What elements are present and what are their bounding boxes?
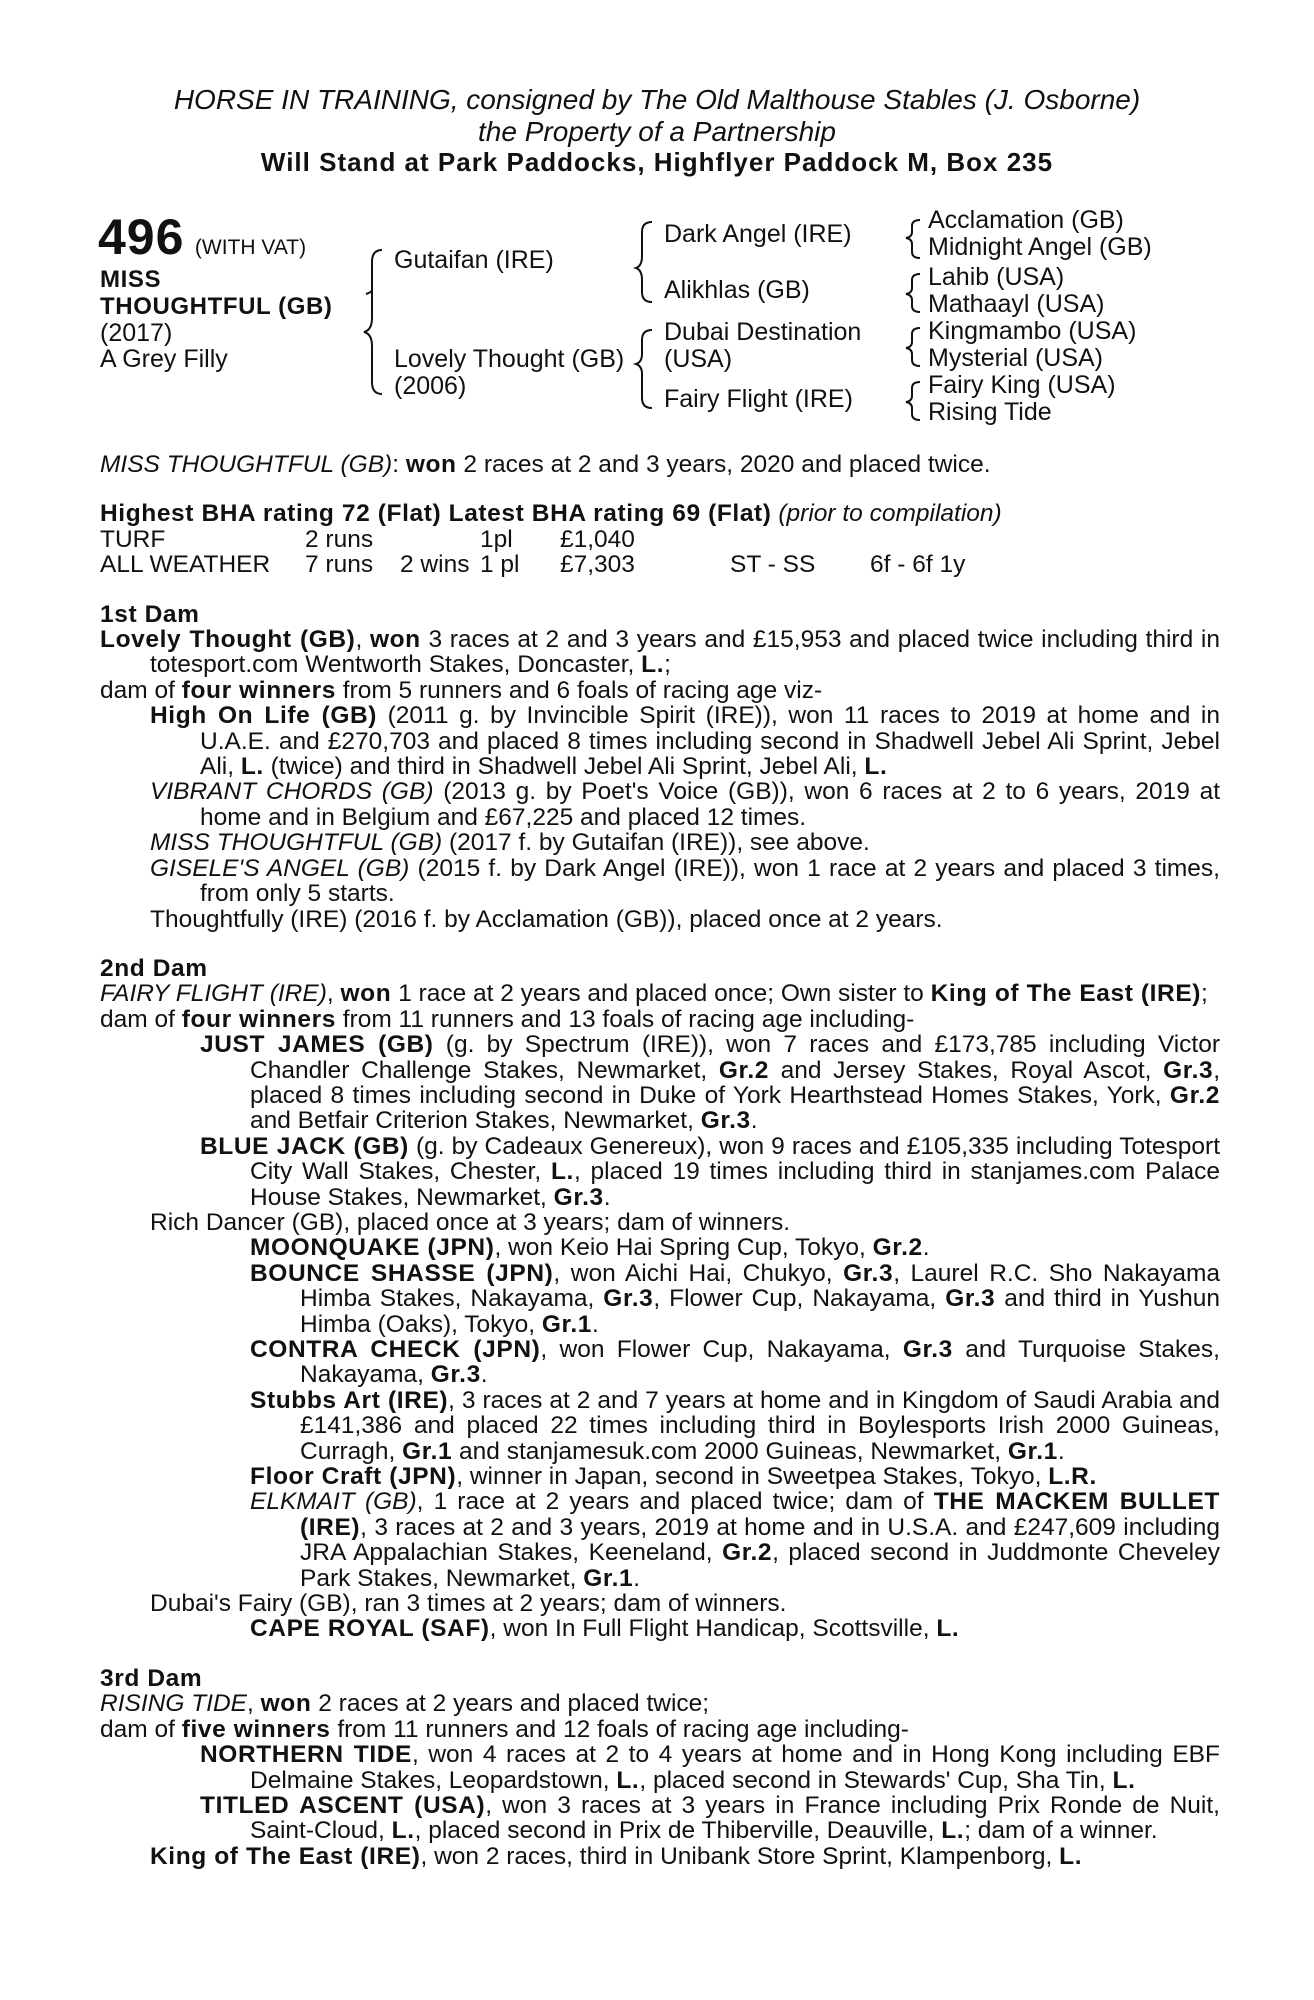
produce-text: , placed 8 times including second in Duke of York Hearthstead Homes Stakes, York, <box>250 1056 1221 1109</box>
turf-label: TURF <box>100 525 166 553</box>
produce-giseles-angel <box>100 856 1220 907</box>
aw-placed: 1 pl <box>480 551 520 579</box>
produce-high-on-life <box>100 703 1220 779</box>
summary-won: won <box>405 451 457 478</box>
produce-stubbs-art: Stubbs Art (IRE), 3 races at 2 and 7 years at home and in Kingdom of Saudi Arabia and £141,386 and placed 22 times including third in Boylesports Irish 2000 Guineas, Curragh, Gr.1 and stanjamesuk.com 2000 Guineas, Newmarket, Gr.1. <box>250 1386 1221 1465</box>
produce-name: VIBRANT CHORDS (GB) <box>150 778 434 806</box>
produce-text: , won Flower Cup, Nakayama, <box>540 1336 903 1363</box>
group-mark: Gr.3 <box>945 1285 996 1313</box>
horse-summary: MISS THOUGHTFUL (GB): won 2 races at 2 and 3 years, 2020 and placed twice. <box>100 451 991 478</box>
aw-label: ALL WEATHER <box>100 551 271 579</box>
produce-moonquake: MOONQUAKE (JPN), won Keio Hai Spring Cup, Tokyo, Gr.2. <box>250 1234 930 1262</box>
second-dam-produce <box>100 1007 1220 1032</box>
produce-name: ELKMAIT (GB) <box>250 1488 417 1516</box>
group-mark: Gr.3 <box>700 1107 751 1135</box>
produce-pre: dam of <box>100 1005 182 1033</box>
produce-text: , 3 races at 2 and 7 years at home and in Kingdom of Saudi Arabia and £141,386 and placed 22 times including third in Boylesports Irish 2000 Guineas, Curragh, <box>300 1386 1221 1465</box>
pedigree-gen3-5: Kingmambo (USA) <box>928 317 1137 345</box>
listed-mark: L. <box>240 753 264 781</box>
group-mark: Gr.1 <box>541 1310 592 1338</box>
pedigree-dam-line1: Lovely Thought (GB) <box>394 345 625 373</box>
group-mark: Gr.3 <box>1163 1056 1214 1084</box>
produce-text: (2011 g. by Invincible Spirit (IRE)), won 11 races to 2019 at home and in U.A.E. and £270,703 and placed 8 times including second in Shadwell Jebel Ali Sprint, Jebel Ali, <box>200 702 1220 781</box>
produce-rich-dancer: Rich Dancer (GB), placed once at 3 years; dam of winners. <box>150 1208 791 1236</box>
produce-text: and stanjamesuk.com 2000 Guineas, Newmarket, <box>452 1437 1008 1465</box>
produce-contra-check: CONTRA CHECK (JPN), won Flower Cup, Nakayama, Gr.3 and Turquoise Stakes, Nakayama, Gr.3. <box>250 1336 1220 1389</box>
produce-northern-tide <box>100 1742 1220 1793</box>
group-mark: Gr.2 <box>1169 1081 1220 1109</box>
pedigree-gen3-7: Fairy King (USA) <box>928 371 1116 399</box>
produce-text: , won Aichi Hai, Chukyo, <box>553 1259 844 1287</box>
produce-miss-thoughtful <box>100 830 1220 855</box>
produce-text: , placed second in Prix de Thiberville, Deauville, <box>414 1817 942 1845</box>
produce-name: Stubbs Art (IRE) <box>250 1386 449 1414</box>
produce-pre: dam of <box>100 676 182 704</box>
header-consignor: HORSE IN TRAINING, consigned by The Old Malthouse Stables (J. Osborne) <box>173 84 1141 115</box>
produce-post: from 11 runners and 13 foals of racing age including- <box>335 1005 915 1033</box>
listed-mark: L. <box>941 1817 965 1845</box>
group-mark: Gr.3 <box>603 1285 654 1313</box>
aw-earnings: £7,303 <box>560 551 635 579</box>
produce-name: CONTRA CHECK (JPN) <box>250 1336 541 1363</box>
second-dam-heading: 2nd Dam <box>100 954 208 982</box>
listed-mark: L. <box>391 1817 415 1845</box>
second-dam-entry: FAIRY FLIGHT (IRE), won 1 race at 2 years and placed once; Own sister to King of The East (IRE); <box>100 980 1208 1008</box>
pedigree-sire: Gutaifan (IRE) <box>394 246 554 274</box>
pedigree-sire-dam: Alikhlas (GB) <box>664 276 810 304</box>
produce-blue-jack: BLUE JACK (GB) (g. by Cadeaux Genereux), won 9 races and £105,335 including Totesport City Wall Stakes, Chester, L., placed 19 times including third in stanjames.com Palace House Stakes, Newmarket, Gr.3. <box>200 1132 1220 1211</box>
produce-pre: dam of <box>100 1715 182 1743</box>
produce-text: and Jersey Stakes, Royal Ascot, <box>768 1056 1164 1084</box>
listed-mark: L. <box>616 1766 640 1794</box>
listed-mark: L. <box>641 651 665 679</box>
group-mark: Gr.3 <box>902 1336 953 1363</box>
punct: ; <box>664 651 671 679</box>
second-dam-text: 1 race at 2 years and placed once; Own sister to <box>391 980 931 1008</box>
produce-name: CAPE ROYAL (SAF) <box>250 1615 490 1643</box>
record-all-weather <box>100 552 1220 577</box>
produce-king-of-the-east <box>100 1844 1220 1869</box>
produce-text: , won In Full Flight Handicap, Scottsville, <box>489 1615 937 1643</box>
pedigree-gen3-1: Acclamation (GB) <box>928 206 1124 234</box>
group-mark: Gr.3 <box>430 1361 481 1389</box>
third-dam-won: won <box>260 1690 312 1718</box>
vat-note: (WITH VAT) <box>194 236 307 259</box>
produce-count: four winners <box>181 1005 336 1033</box>
third-dam-heading: 3rd Dam <box>100 1664 203 1692</box>
produce-text: , won Keio Hai Spring Cup, Tokyo, <box>494 1234 873 1262</box>
turf-placed: 1pl <box>480 525 513 553</box>
pedigree-gen3-6: Mysterial (USA) <box>928 344 1104 372</box>
summary-horse-name: MISS THOUGHTFUL (GB) <box>100 451 393 478</box>
turf-going <box>730 527 870 552</box>
horse-name-line2: THOUGHTFUL (GB) <box>100 293 333 320</box>
third-dam-produce <box>100 1717 1220 1742</box>
produce-name: King of The East (IRE) <box>150 1842 421 1870</box>
produce-name: TITLED ASCENT (USA) <box>200 1791 486 1819</box>
turf-earnings: £1,040 <box>560 525 635 553</box>
produce-name: BOUNCE SHASSE (JPN) <box>250 1259 554 1287</box>
produce-elkmait: ELKMAIT (GB), 1 race at 2 years and placed twice; dam of THE MACKEM BULLET (IRE), 3 races at 2 and 3 years, 2019 at home and in U.S.A. and £247,609 including JRA Appalachian Stakes, Keeneland, Gr.2, placed second in Juddmonte Cheveley Park Stakes, Newmarket, Gr.1. <box>250 1488 1220 1592</box>
produce-text: ; dam of a winner. <box>964 1817 1158 1845</box>
pedigree-gen3-4: Mathaayl (USA) <box>928 290 1105 318</box>
produce-text: (g. by Cadeaux Genereux), won 9 races and £105,335 including Totesport City Wall Stakes, Chester, <box>250 1132 1220 1186</box>
produce-bounce-shasse: BOUNCE SHASSE (JPN), won Aichi Hai, Chukyo, Gr.3, Laurel R.C. Sho Nakayama Himba Stakes, Nakayama, Gr.3, Flower Cup, Nakayama, Gr.3 and third in Yushun Himba (Oaks), Tokyo, Gr.1. <box>250 1259 1220 1338</box>
horse-name-line1: MISS <box>100 266 162 293</box>
pedigree-dam-dam: Fairy Flight (IRE) <box>664 385 853 413</box>
produce-post: from 5 runners and 6 foals of racing age viz- <box>335 676 823 704</box>
produce-text: (twice) and third in Shadwell Jebel Ali Sprint, Jebel Ali, <box>263 753 865 781</box>
group-mark: Gr.1 <box>583 1564 634 1592</box>
produce-text: and Turquoise Stakes, Nakayama, <box>300 1336 1220 1389</box>
produce-text: and Betfair Criterion Stakes, Newmarket, <box>250 1107 701 1135</box>
listed-mark: L. <box>550 1158 574 1186</box>
group-mark: Gr.3 <box>553 1183 604 1211</box>
produce-floor-craft <box>100 1464 1220 1489</box>
produce-thoughtfully: Thoughtfully (IRE) (2016 f. by Acclamation (GB)), placed once at 2 years. <box>150 905 943 933</box>
produce-titled-ascent <box>100 1793 1220 1844</box>
listed-mark: L. <box>1112 1766 1136 1794</box>
first-dam-produce <box>100 678 1220 703</box>
header-stand-location: Will Stand at Park Paddocks, Highflyer Paddock M, Box 235 <box>260 147 1054 177</box>
produce-count: five winners <box>181 1715 331 1743</box>
rating-line <box>100 501 1220 526</box>
summary-text: 2 races at 2 and 3 years, 2020 and placed twice. <box>456 451 991 478</box>
produce-text: , 3 races at 2 and 3 years, 2019 at home and in U.S.A. and £247,609 including JRA Appalachian Stakes, Keeneland, <box>300 1513 1220 1567</box>
turf-wins <box>400 527 480 552</box>
produce-text: , winner in Japan, second in Sweetpea Stakes, Tokyo, <box>456 1463 1049 1491</box>
pedigree-dam-line2: (2006) <box>394 372 467 400</box>
rating-text: Highest BHA rating 72 (Flat) Latest BHA rating 69 (Flat) <box>100 500 772 528</box>
produce-post: from 11 runners and 12 foals of racing age including- <box>330 1715 909 1743</box>
horse-year: (2017) <box>100 319 173 347</box>
produce-text: (2015 f. by Dark Angel (IRE)), won 1 race at 2 years and placed 3 times, from only 5 starts. <box>200 854 1220 908</box>
produce-name: High On Life (GB) <box>150 702 378 730</box>
sister-name: King of The East (IRE) <box>930 980 1202 1008</box>
aw-going: ST - SS <box>730 551 816 579</box>
group-mark: Gr.1 <box>402 1437 453 1465</box>
catalogue-body <box>100 452 1220 1869</box>
produce-name: NORTHERN TIDE <box>200 1741 412 1769</box>
pedigree-gen3-3: Lahib (USA) <box>928 263 1065 291</box>
produce-text: (2013 g. by Poet's Voice (GB)), won 6 races at 2 to 6 years, 2019 at home and in Belgium and £67,225 and placed 12 times. <box>200 778 1221 831</box>
produce-text: , 1 race at 2 years and placed twice; dam of <box>416 1488 934 1516</box>
horse-description: A Grey Filly <box>100 345 228 373</box>
listed-mark: L. <box>1059 1842 1083 1870</box>
second-dam-name: FAIRY FLIGHT (IRE) <box>100 980 327 1008</box>
turf-runs: 2 runs <box>305 525 374 553</box>
produce-cape-royal <box>100 1616 1220 1641</box>
third-dam-name: RISING TIDE <box>100 1690 248 1718</box>
aw-runs: 7 runs <box>305 551 374 579</box>
produce-text: , placed 19 times including third in stanjames.com Palace House Stakes, Newmarket, <box>250 1158 1220 1211</box>
first-dam-name: Lovely Thought (GB) <box>100 626 356 654</box>
produce-text: , won 4 races at 2 to 4 years at home and in Hong Kong including EBF Delmaine Stakes, Leopardstown, <box>250 1741 1220 1794</box>
produce-text: , placed second in Juddmonte Cheveley Park Stakes, Newmarket, <box>300 1539 1220 1592</box>
produce-dubais-fairy: Dubai's Fairy (GB), ran 3 times at 2 years; dam of winners. <box>150 1590 787 1618</box>
second-dam-won: won <box>340 980 392 1008</box>
produce-name: BLUE JACK (GB) <box>200 1132 409 1160</box>
group-mark: Gr.1 <box>1007 1437 1058 1465</box>
produce-text: , placed second in Stewards' Cup, Sha Tin, <box>639 1766 1113 1794</box>
third-dam-entry: RISING TIDE, won 2 races at 2 years and placed twice; <box>100 1690 710 1718</box>
produce-name: THE MACKEM BULLET (IRE) <box>300 1488 1220 1541</box>
group-mark: Gr.3 <box>843 1259 894 1287</box>
record-turf <box>100 527 1220 552</box>
produce-count: four winners <box>181 676 336 704</box>
first-dam-won: won <box>369 626 421 654</box>
produce-text: (g. by Spectrum (IRE)), won 7 races and £173,785 including Victor Chandler Challenge Stakes, Newmarket, <box>250 1031 1221 1084</box>
lot-number: 496 <box>98 209 185 265</box>
listed-mark: L.R. <box>1048 1463 1097 1491</box>
header-property: the Property of a Partnership <box>478 116 836 147</box>
group-mark: Gr.2 <box>872 1234 923 1262</box>
produce-vibrant-chords <box>100 779 1220 830</box>
third-dam-text: 2 races at 2 years and placed twice; <box>311 1690 710 1718</box>
produce-text: , won 2 races, third in Unibank Store Sprint, Klampenborg, <box>420 1842 1060 1870</box>
produce-name: MOONQUAKE (JPN) <box>250 1234 495 1262</box>
produce-just-james: JUST JAMES (GB) (g. by Spectrum (IRE)), won 7 races and £173,785 including Victor Chandler Challenge Stakes, Newmarket, Gr.2 and Jersey Stakes, Royal Ascot, Gr.3, placed 8 times including second in Duke of York Hearthstead Homes Stakes, York, Gr.2 and Betfair Criterion Stakes, Newmarket, Gr.3. <box>200 1031 1221 1135</box>
first-dam-text: 3 races at 2 and 3 years and £15,953 and placed twice including third in totesport.com Wentworth Stakes, Doncaster, <box>150 626 1220 679</box>
pedigree-dam-sire-line2: (USA) <box>664 345 733 373</box>
pedigree-gen3-2: Midnight Angel (GB) <box>928 233 1152 261</box>
produce-text: , Flower Cup, Nakayama, <box>653 1285 946 1313</box>
produce-name: JUST JAMES (GB) <box>200 1031 434 1059</box>
first-dam-entry: Lovely Thought (GB), won 3 races at 2 and 3 years and £15,953 and placed twice including third in totesport.com Wentworth Stakes, Doncaster, L.; <box>100 626 1220 679</box>
first-dam-heading: 1st Dam <box>100 600 200 628</box>
produce-name: GISELE'S ANGEL (GB) <box>150 854 410 882</box>
pedigree-gen3-8: Rising Tide <box>928 398 1052 426</box>
listed-mark: L. <box>936 1615 960 1643</box>
listed-mark: L. <box>864 753 888 781</box>
produce-name: MISS THOUGHTFUL (GB) <box>150 829 443 857</box>
produce-text: , Laurel R.C. Sho Nakayama Himba Stakes, Nakayama, <box>300 1259 1220 1313</box>
produce-text: , won 3 races at 3 years in France including Prix Ronde de Nuit, Saint-Cloud, <box>250 1791 1220 1845</box>
group-mark: Gr.2 <box>722 1539 773 1567</box>
pedigree-sire-sire: Dark Angel (IRE) <box>664 220 852 248</box>
aw-distance: 6f - 6f 1y <box>870 551 966 579</box>
produce-text: and third in Yushun Himba (Oaks), Tokyo, <box>300 1285 1220 1338</box>
rating-note: (prior to compilation) <box>778 500 1002 528</box>
group-mark: Gr.2 <box>718 1056 769 1084</box>
produce-name: Floor Craft (JPN) <box>250 1463 457 1491</box>
pedigree-dam-sire-line1: Dubai Destination <box>664 318 862 346</box>
aw-wins: 2 wins <box>400 551 470 579</box>
produce-text: (2017 f. by Gutaifan (IRE)), see above. <box>442 829 870 857</box>
